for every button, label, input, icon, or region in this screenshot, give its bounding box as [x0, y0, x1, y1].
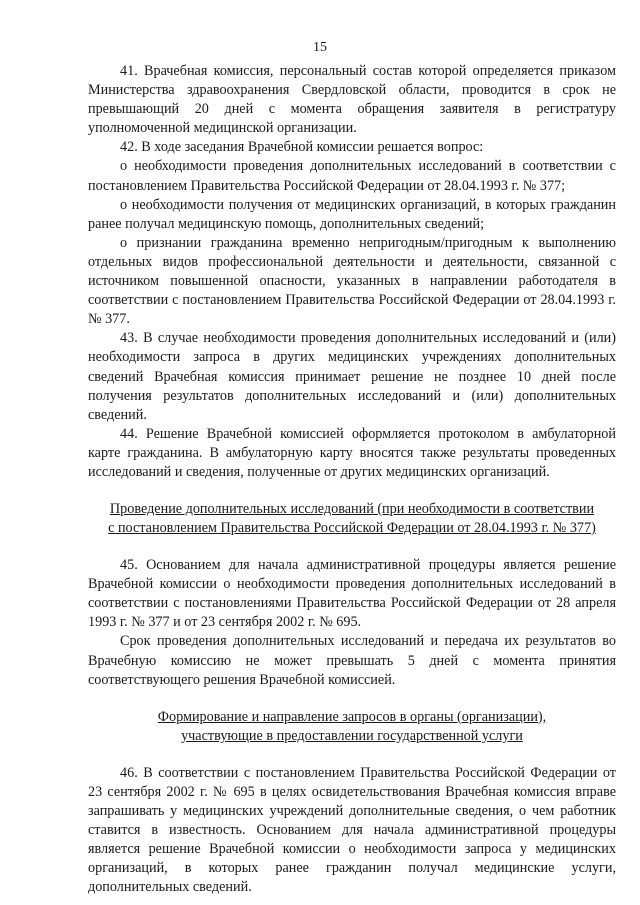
heading-line: с постановлением Правительства Российской Федерации от 28.04.1993 г. № 377) [108, 520, 596, 537]
paragraph-42-item-3: о признании гражданина временно непригодным/пригодным к выполнению отдельных видов профессиональной деятельности и деятельности, связанной с источником повышенной опасности, указанных в направлении работодателя в соответствии с постановлением Правительства Российской Федерации от 28.04.1993 г. № 377. [88, 234, 616, 328]
paragraph-44: 44. Решение Врачебной комиссией оформляется протоколом в амбулаторной карте гражданина. В амбулаторную карту вносятся также результаты проведенных исследований и сведения, полученные от других медицинских организаций. [88, 425, 616, 480]
paragraph-45: 45. Основанием для начала административной процедуры является решение Врачебной комиссии о необходимости проведения дополнительных исследований в соответствии с постановлениями Правительства Российской Федерации от 28 апреля 1993 г. № 377 и от 23 сентября 2002 г. № 695. [88, 557, 616, 631]
paragraph-41: 41. Врачебная комиссия, персональный состав которой определяется приказом Министерства здравоохранения Свердловской области, проводится в срок не превышающий 20 дней с момента обращения заявителя в регистратуру уполномоченной медицинской организации. [88, 63, 616, 137]
heading-line: Формирование и направление запросов в органы (организации), [157, 708, 547, 725]
page-number: 15 [313, 40, 327, 55]
document-body [88, 62, 616, 897]
paragraph-45-term: Срок проведения дополнительных исследований и передача их результатов во Врачебную комиссию не может превышать 5 дней с момента принятия соответствующего решения Врачебной комиссией. [88, 633, 616, 688]
heading-line: Проведение дополнительных исследований (при необходимости в соответствии [109, 501, 595, 518]
paragraph-46: 46. В соответствии с постановлением Правительства Российской Федерации от 23 сентября 2002 г. № 695 в целях освидетельствования Врачебная комиссия вправе запрашивать у медицинских учреждений дополнительные сведения, о чем работник ставится в известность. Основанием для начала административной процедуры является решение Врачебной комиссии о необходимости запроса у медицинских организаций, в которых ранее гражданин получал медицинские услуги, дополнительных сведений. [88, 764, 616, 896]
paragraph-42: 42. В ходе заседания Врачебной комиссии решается вопрос: [120, 139, 484, 156]
section-heading-requests [88, 708, 616, 746]
heading-line: участвующие в предоставлении государственной услуги [181, 727, 523, 744]
paragraph-42-item-2: о необходимости получения от медицинских организаций, в которых гражданин ранее получал медицинскую помощь, дополнительных сведений; [88, 196, 616, 232]
paragraph-42-item-1: о необходимости проведения дополнительных исследований в соответствии с постановлением Правительства Российской Федерации от 28.04.1993 г. № 377; [88, 158, 616, 194]
section-heading-additional-research [88, 500, 616, 538]
paragraph-43: 43. В случае необходимости проведения дополнительных исследований и (или) необходимости запроса в других медицинских учреждениях дополнительных сведений Врачебная комиссия принимает решение не позднее 10 дней после получения результатов дополнительных исследований и (или) дополнительных сведений. [88, 330, 616, 423]
